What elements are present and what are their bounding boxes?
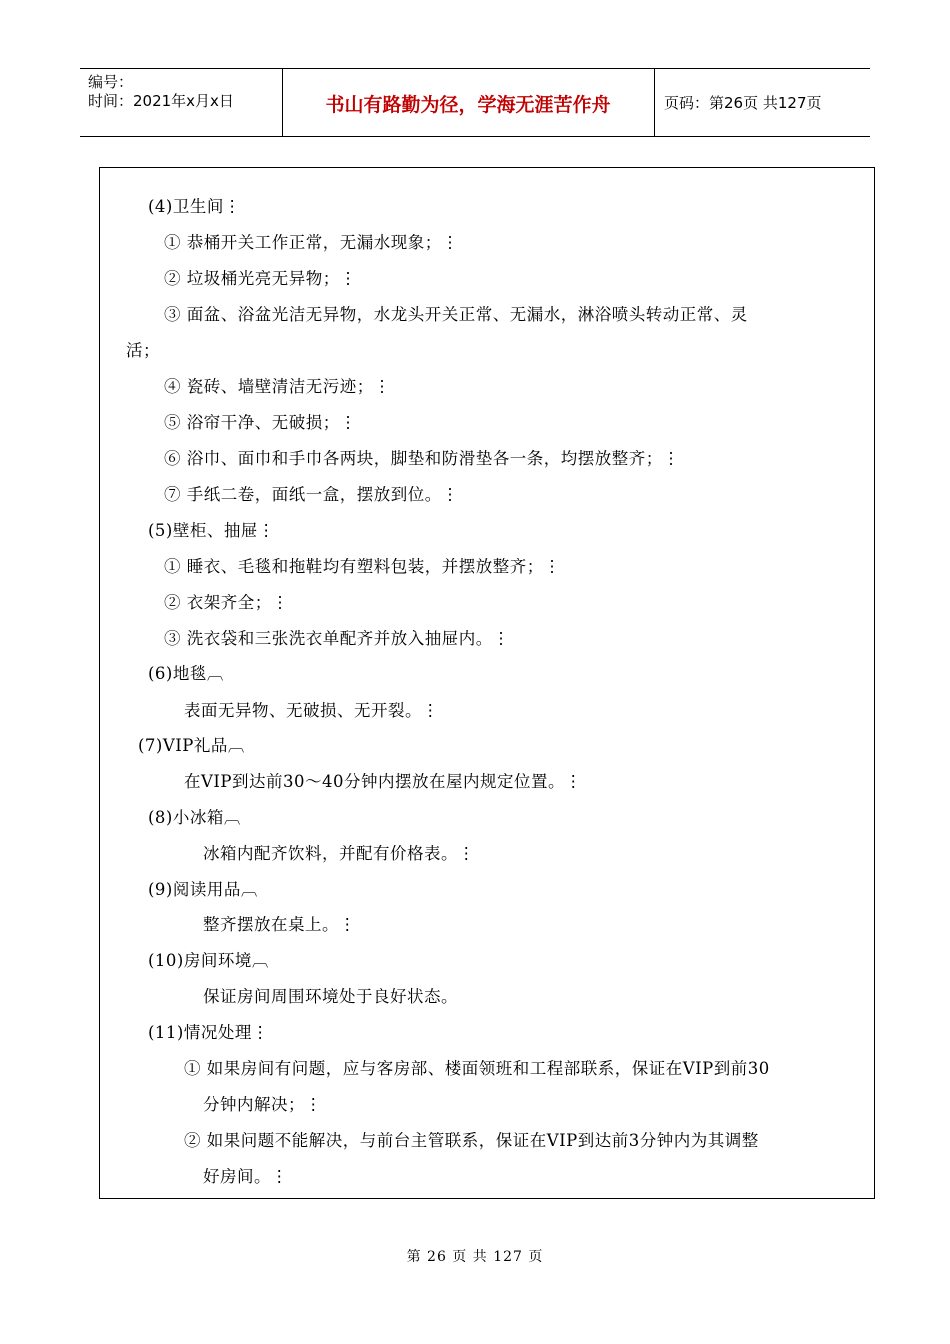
section-11-item-1: ① 如果房间有问题，应与客房部、楼面领班和工程部联系，保证在VIP到前30 <box>184 1059 770 1078</box>
section-9-body: 整齐摆放在桌上。⋮ <box>203 915 356 934</box>
footer-page-number: 第 26 页 共 127 页 <box>406 1249 544 1265</box>
section-4-item-4: ④ 瓷砖、墙壁清洁无污迹；⋮ <box>164 377 391 396</box>
section-4-item-3-cont: 活； <box>126 341 160 360</box>
section-4-item-2: ② 垃圾桶光亮无异物；⋮ <box>164 269 357 288</box>
section-9-title: (9)阅读用品︹ <box>148 880 258 899</box>
header-time-label: 时间：2021年x月x日 <box>88 92 234 110</box>
header-motto: 书山有路勤为径，学海无涯苦作舟 <box>325 94 611 116</box>
header-number-label: 编号： <box>88 73 134 91</box>
section-10-title: (10)房间环境︹ <box>148 951 269 970</box>
section-4-item-7: ⑦ 手纸二卷，面纸一盒，摆放到位。⋮ <box>164 485 459 504</box>
header-bottom-rule <box>80 136 870 137</box>
section-6-body: 表面无异物、无破损、无开裂。⋮ <box>184 701 439 720</box>
section-7-title: (7)VIP礼品︹ <box>138 736 245 755</box>
section-6-title: (6)地毯︹ <box>148 664 224 683</box>
section-10-body: 保证房间周围环境处于良好状态。 <box>203 987 458 1006</box>
section-5-item-1: ① 睡衣、毛毯和拖鞋均有塑料包装，并摆放整齐；⋮ <box>164 557 561 576</box>
section-4-item-1: ① 恭桶开关工作正常，无漏水现象；⋮ <box>164 233 459 252</box>
section-4-item-3: ③ 面盆、浴盆光洁无异物，水龙头开关正常、无漏水，淋浴喷头转动正常、灵 <box>164 305 748 324</box>
header-page-label: 页码：第26页 共127页 <box>664 94 822 112</box>
section-4-item-5: ⑤ 浴帘干净、无破损；⋮ <box>164 413 357 432</box>
header-top-rule <box>80 68 870 69</box>
section-8-title: (8)小冰箱︹ <box>148 808 241 827</box>
section-4-item-6: ⑥ 浴巾、面巾和手巾各两块，脚垫和防滑垫各一条，均摆放整齐；⋮ <box>164 449 680 468</box>
section-11-item-1-cont: 分钟内解决；⋮ <box>203 1095 322 1114</box>
section-5-item-2: ② 衣架齐全；⋮ <box>164 593 289 612</box>
section-5-title: (5)壁柜、抽屉⋮ <box>148 521 275 540</box>
section-11-item-2: ② 如果问题不能解决，与前台主管联系，保证在VIP到达前3分钟内为其调整 <box>184 1131 759 1150</box>
section-11-item-2-cont: 好房间。⋮ <box>203 1167 288 1186</box>
section-7-body: 在VIP到达前30～40分钟内摆放在屋内规定位置。⋮ <box>184 772 583 791</box>
section-4-title: (4)卫生间⋮ <box>148 197 241 216</box>
section-8-body: 冰箱内配齐饮料，并配有价格表。⋮ <box>203 844 475 863</box>
section-11-title: (11)情况处理⋮ <box>148 1023 269 1042</box>
header-divider-right <box>654 68 655 136</box>
section-5-item-3: ③ 洗衣袋和三张洗衣单配齐并放入抽屉内。⋮ <box>164 629 510 648</box>
